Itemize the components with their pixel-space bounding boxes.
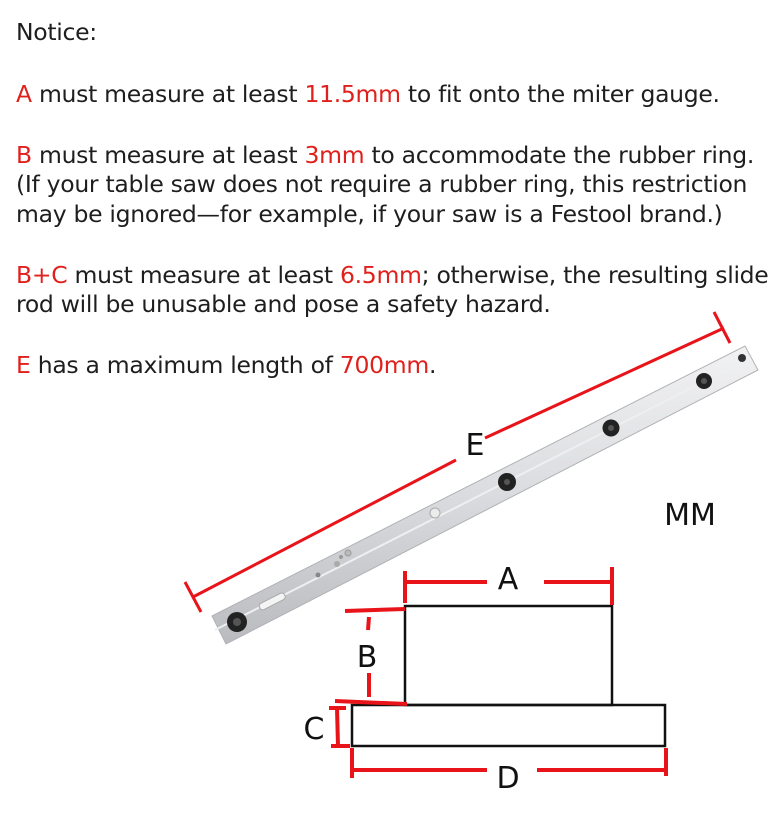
text: to fit onto the miter gauge.: [400, 80, 720, 108]
dimension-c: [329, 708, 350, 746]
text: has a maximum length of: [30, 351, 340, 379]
screw-icon: [498, 473, 516, 491]
text: to accommodate the rubber ring.: [364, 141, 754, 169]
dim-letter: B: [16, 141, 32, 169]
label-c: C: [303, 712, 325, 747]
notice-b-line3: may be ignored—for example, if your saw is a Festool brand.): [16, 200, 723, 228]
screw-icon: [696, 373, 712, 389]
screw-icon: [603, 420, 620, 437]
profile-top: [405, 606, 612, 705]
hole: [339, 555, 343, 559]
hole: [738, 354, 746, 362]
dim-letter: A: [16, 80, 32, 108]
text: .: [428, 351, 437, 379]
notice-bc-line2: rod will be unusable and pose a safety hazard.: [16, 290, 551, 318]
notice-b-line2: (If your table saw does not require a rubber ring, this restriction: [16, 170, 748, 198]
label-a: A: [497, 562, 519, 597]
text: must measure at least: [31, 141, 305, 169]
hole: [430, 508, 440, 518]
dimension-e: [185, 312, 730, 612]
label-e: E: [465, 428, 485, 463]
dim-value: 11.5mm: [304, 80, 401, 108]
profile-base: [352, 705, 665, 746]
dim-value: 6.5mm: [339, 261, 422, 289]
label-d: D: [496, 761, 520, 796]
dim-value: 700mm: [339, 351, 429, 379]
text: must measure at least: [31, 80, 305, 108]
screw-icon: [227, 612, 247, 632]
hole: [345, 550, 351, 556]
dim-letter: B+C: [16, 261, 68, 289]
dim-value: 3mm: [304, 141, 365, 169]
text: ; otherwise, the resulting slide: [421, 261, 769, 289]
text: must measure at least: [67, 261, 340, 289]
slide-rod: [212, 346, 758, 644]
notice-title: Notice:: [16, 18, 97, 46]
dim-letter: E: [16, 351, 31, 379]
hole: [316, 573, 321, 578]
hole: [334, 561, 340, 567]
label-b: B: [356, 640, 378, 675]
unit-label: MM: [664, 498, 716, 533]
